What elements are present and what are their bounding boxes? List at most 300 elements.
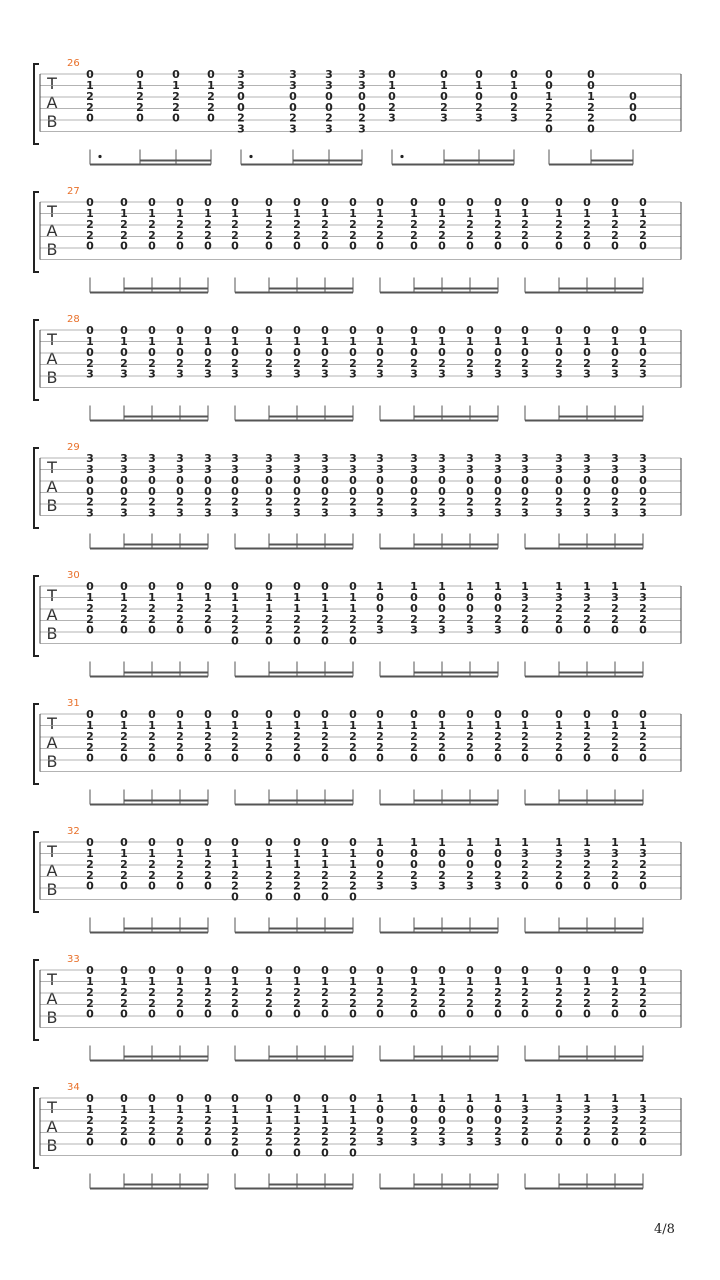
fret-number: 0 (466, 473, 474, 487)
fret-number: 1 (231, 974, 239, 988)
fret-number: 0 (120, 1135, 128, 1149)
fret-number: 0 (639, 964, 647, 977)
fret-number: 0 (293, 580, 301, 593)
fret-number: 1 (86, 974, 94, 988)
dot-marker (400, 155, 403, 158)
fret-number: 3 (410, 506, 418, 520)
fret-number: 0 (231, 484, 239, 498)
fret-number: 0 (321, 1092, 329, 1105)
fret-number: 0 (148, 1092, 156, 1105)
fret-number: 0 (466, 484, 474, 498)
fret-number: 2 (466, 495, 474, 509)
fret-number: 1 (583, 718, 591, 732)
fret-number: 2 (204, 217, 212, 231)
fret-number: 0 (555, 345, 563, 359)
fret-number: 1 (376, 334, 384, 348)
tab-clef-letter: A (46, 861, 58, 880)
fret-number: 2 (611, 985, 619, 999)
fret-number: 2 (293, 228, 301, 242)
fret-number: 2 (148, 996, 156, 1010)
fret-number: 0 (176, 1135, 184, 1149)
fret-number: 2 (611, 996, 619, 1010)
fret-number: 2 (265, 217, 273, 231)
fret-number: 2 (639, 228, 647, 242)
fret-number: 3 (611, 462, 619, 476)
fret-number: 2 (148, 985, 156, 999)
fret-number: 0 (148, 836, 156, 849)
fret-number: 3 (611, 1102, 619, 1116)
fret-number: 2 (494, 996, 502, 1010)
fret-number: 2 (639, 996, 647, 1010)
tab-clef-letter: A (46, 1117, 58, 1136)
fret-number: 0 (410, 857, 418, 871)
fret-number: 0 (86, 111, 94, 125)
fret-number: 0 (521, 1135, 529, 1149)
fret-number: 3 (376, 623, 384, 637)
fret-number: 2 (120, 857, 128, 871)
fret-number: 0 (410, 239, 418, 253)
fret-number: 0 (86, 879, 94, 893)
fret-number: 0 (293, 1007, 301, 1021)
fret-number: 3 (358, 68, 366, 81)
fret-number: 1 (204, 1102, 212, 1116)
fret-number: 1 (438, 206, 446, 220)
fret-number: 0 (120, 473, 128, 487)
fret-number: 2 (583, 356, 591, 370)
fret-number: 1 (148, 1102, 156, 1116)
fret-number: 2 (293, 1135, 301, 1149)
fret-number: 1 (120, 334, 128, 348)
fret-number: 3 (349, 367, 357, 381)
fret-number: 2 (86, 89, 94, 103)
fret-number: 0 (583, 751, 591, 765)
fret-number: 3 (583, 367, 591, 381)
fret-number: 0 (86, 239, 94, 253)
fret-number: 1 (521, 206, 529, 220)
fret-number: 0 (204, 623, 212, 637)
fret-number: 1 (349, 334, 357, 348)
tab-clef-letter: B (46, 752, 58, 771)
fret-number: 2 (438, 996, 446, 1010)
fret-number: 2 (293, 740, 301, 754)
fret-number: 2 (494, 740, 502, 754)
fret-number: 0 (410, 1102, 418, 1116)
fret-number: 2 (293, 868, 301, 882)
fret-number: 0 (349, 196, 357, 209)
fret-number: 0 (293, 324, 301, 337)
fret-number: 3 (410, 623, 418, 637)
fret-number: 3 (611, 590, 619, 604)
tab-staff (0, 314, 720, 424)
fret-number: 1 (611, 836, 619, 849)
fret-number: 2 (293, 495, 301, 509)
fret-number: 2 (265, 729, 273, 743)
fret-number: 1 (86, 1102, 94, 1116)
fret-number: 1 (494, 974, 502, 988)
fret-number: 2 (494, 356, 502, 370)
fret-number: 1 (494, 334, 502, 348)
fret-number: 2 (176, 857, 184, 871)
fret-number: 1 (120, 974, 128, 988)
fret-number: 1 (231, 718, 239, 732)
fret-number: 0 (521, 1007, 529, 1021)
fret-number: 0 (231, 345, 239, 359)
fret-number: 0 (466, 1007, 474, 1021)
fret-number: 2 (176, 996, 184, 1010)
fret-number: 0 (521, 708, 529, 721)
fret-number: 1 (388, 78, 396, 92)
fret-number: 2 (349, 217, 357, 231)
fret-number: 0 (120, 836, 128, 849)
fret-number: 0 (410, 345, 418, 359)
fret-number: 2 (204, 228, 212, 242)
fret-number: 1 (639, 836, 647, 849)
fret-number: 0 (376, 196, 384, 209)
fret-number: 0 (494, 601, 502, 615)
fret-number: 0 (136, 68, 144, 81)
fret-number: 2 (293, 729, 301, 743)
fret-number: 2 (583, 996, 591, 1010)
fret-number: 1 (376, 580, 384, 593)
fret-number: 2 (349, 228, 357, 242)
fret-number: 0 (148, 964, 156, 977)
fret-number: 2 (376, 996, 384, 1010)
tab-clef-letter: B (46, 1136, 58, 1155)
fret-number: 3 (293, 452, 301, 465)
tab-clef-letter: B (46, 112, 58, 131)
fret-number: 0 (583, 239, 591, 253)
fret-number: 1 (293, 1113, 301, 1127)
fret-number: 1 (611, 974, 619, 988)
fret-number: 0 (510, 89, 518, 103)
fret-number: 0 (438, 473, 446, 487)
dot-marker (249, 155, 252, 158)
fret-number: 1 (293, 206, 301, 220)
fret-number: 1 (321, 974, 329, 988)
fret-number: 0 (587, 122, 595, 136)
fret-number: 3 (583, 452, 591, 465)
fret-number: 3 (494, 1135, 502, 1149)
fret-number: 0 (639, 484, 647, 498)
tab-clef-letter: T (47, 330, 57, 349)
fret-number: 2 (494, 729, 502, 743)
fret-number: 0 (583, 623, 591, 637)
fret-number: 0 (321, 751, 329, 765)
measure-number: 28 (67, 314, 80, 325)
fret-number: 2 (120, 495, 128, 509)
fret-number: 0 (349, 1146, 357, 1160)
fret-number: 3 (388, 111, 396, 125)
fret-number: 3 (555, 452, 563, 465)
fret-number: 2 (521, 495, 529, 509)
fret-number: 2 (120, 217, 128, 231)
fret-number: 0 (86, 836, 94, 849)
fret-number: 1 (204, 206, 212, 220)
fret-number: 0 (410, 1007, 418, 1021)
fret-number: 0 (438, 751, 446, 765)
fret-number: 0 (176, 345, 184, 359)
fret-number: 0 (376, 964, 384, 977)
fret-number: 1 (265, 718, 273, 732)
fret-number: 0 (293, 634, 301, 648)
fret-number: 1 (204, 846, 212, 860)
fret-number: 0 (611, 964, 619, 977)
fret-number: 1 (231, 334, 239, 348)
fret-number: 2 (521, 228, 529, 242)
fret-number: 2 (440, 100, 448, 114)
fret-number: 3 (639, 462, 647, 476)
fret-number: 3 (204, 506, 212, 520)
fret-number: 2 (555, 217, 563, 231)
fret-number: 0 (148, 473, 156, 487)
fret-number: 0 (86, 580, 94, 593)
fret-number: 0 (466, 1102, 474, 1116)
fret-number: 3 (176, 506, 184, 520)
fret-number: 0 (521, 473, 529, 487)
fret-number: 2 (231, 868, 239, 882)
fret-number: 2 (555, 228, 563, 242)
tab-system (0, 442, 720, 552)
fret-number: 2 (120, 868, 128, 882)
fret-number: 0 (172, 111, 180, 125)
fret-number: 1 (349, 718, 357, 732)
fret-number: 1 (583, 334, 591, 348)
fret-number: 2 (265, 495, 273, 509)
fret-number: 0 (438, 1007, 446, 1021)
fret-number: 0 (120, 1007, 128, 1021)
fret-number: 2 (611, 217, 619, 231)
fret-number: 1 (521, 974, 529, 988)
fret-number: 2 (639, 985, 647, 999)
fret-number: 1 (231, 590, 239, 604)
fret-number: 3 (494, 879, 502, 893)
fret-number: 0 (466, 196, 474, 209)
fret-number: 2 (466, 217, 474, 231)
fret-number: 2 (639, 1124, 647, 1138)
fret-number: 0 (410, 708, 418, 721)
fret-number: 0 (265, 1007, 273, 1021)
fret-number: 0 (321, 196, 329, 209)
fret-number: 2 (521, 868, 529, 882)
fret-number: 0 (293, 239, 301, 253)
fret-number: 0 (204, 196, 212, 209)
fret-number: 2 (321, 356, 329, 370)
fret-number: 2 (611, 740, 619, 754)
fret-number: 2 (176, 868, 184, 882)
fret-number: 0 (120, 708, 128, 721)
fret-number: 1 (231, 1102, 239, 1116)
fret-number: 2 (410, 985, 418, 999)
fret-number: 0 (611, 751, 619, 765)
fret-number: 2 (583, 1124, 591, 1138)
fret-number: 2 (583, 601, 591, 615)
fret-number: 2 (438, 729, 446, 743)
fret-number: 0 (204, 484, 212, 498)
fret-number: 0 (321, 1146, 329, 1160)
fret-number: 2 (293, 879, 301, 893)
fret-number: 3 (237, 122, 245, 136)
fret-number: 2 (231, 612, 239, 626)
fret-number: 0 (466, 846, 474, 860)
fret-number: 2 (555, 356, 563, 370)
fret-number: 2 (587, 111, 595, 125)
fret-number: 0 (438, 1102, 446, 1116)
fret-number: 2 (265, 879, 273, 893)
fret-number: 0 (410, 196, 418, 209)
fret-number: 2 (265, 228, 273, 242)
fret-number: 0 (475, 68, 483, 81)
fret-number: 0 (176, 473, 184, 487)
fret-number: 2 (376, 217, 384, 231)
fret-number: 0 (349, 751, 357, 765)
fret-number: 2 (583, 217, 591, 231)
fret-number: 0 (410, 964, 418, 977)
fret-number: 2 (86, 601, 94, 615)
fret-number: 2 (231, 996, 239, 1010)
fret-number: 0 (204, 1092, 212, 1105)
fret-number: 3 (438, 462, 446, 476)
fret-number: 0 (466, 964, 474, 977)
fret-number: 1 (148, 590, 156, 604)
fret-number: 0 (494, 473, 502, 487)
fret-number: 2 (545, 100, 553, 114)
fret-number: 3 (494, 462, 502, 476)
fret-number: 0 (86, 1092, 94, 1105)
fret-number: 3 (510, 111, 518, 125)
fret-number: 2 (231, 228, 239, 242)
fret-number: 0 (231, 751, 239, 765)
fret-number: 0 (639, 879, 647, 893)
fret-number: 2 (494, 495, 502, 509)
fret-number: 2 (148, 1113, 156, 1127)
fret-number: 2 (321, 879, 329, 893)
fret-number: 2 (521, 729, 529, 743)
tab-clef-letter: T (47, 202, 57, 221)
fret-number: 1 (410, 718, 418, 732)
tab-clef-letter: T (47, 714, 57, 733)
fret-number: 0 (293, 484, 301, 498)
fret-number: 3 (555, 367, 563, 381)
fret-number: 2 (494, 612, 502, 626)
fret-number: 2 (120, 1124, 128, 1138)
fret-number: 2 (545, 111, 553, 125)
fret-number: 0 (410, 473, 418, 487)
fret-number: 0 (494, 484, 502, 498)
fret-number: 0 (293, 708, 301, 721)
fret-number: 2 (583, 740, 591, 754)
fret-number: 2 (204, 1113, 212, 1127)
fret-number: 2 (349, 495, 357, 509)
fret-number: 1 (466, 836, 474, 849)
fret-number: 1 (120, 846, 128, 860)
fret-number: 3 (204, 462, 212, 476)
fret-number: 3 (148, 452, 156, 465)
tab-clef-letter: A (46, 477, 58, 496)
fret-number: 3 (521, 846, 529, 860)
fret-number: 3 (376, 462, 384, 476)
fret-number: 0 (349, 1092, 357, 1105)
tab-staff (0, 826, 720, 936)
tab-clef-letter: A (46, 989, 58, 1008)
fret-number: 0 (629, 100, 637, 114)
fret-number: 0 (555, 1007, 563, 1021)
fret-number: 1 (611, 206, 619, 220)
fret-number: 0 (521, 345, 529, 359)
fret-number: 2 (148, 1124, 156, 1138)
fret-number: 2 (265, 996, 273, 1010)
fret-number: 2 (376, 729, 384, 743)
fret-number: 0 (231, 836, 239, 849)
fret-number: 2 (349, 623, 357, 637)
fret-number: 2 (521, 996, 529, 1010)
fret-number: 3 (321, 506, 329, 520)
fret-number: 3 (410, 462, 418, 476)
fret-number: 0 (321, 484, 329, 498)
fret-number: 2 (438, 985, 446, 999)
fret-number: 0 (231, 708, 239, 721)
fret-number: 2 (494, 217, 502, 231)
fret-number: 0 (321, 964, 329, 977)
fret-number: 2 (466, 1124, 474, 1138)
fret-number: 0 (120, 623, 128, 637)
fret-number: 2 (265, 1124, 273, 1138)
fret-number: 1 (440, 78, 448, 92)
fret-number: 2 (583, 228, 591, 242)
fret-number: 0 (555, 484, 563, 498)
fret-number: 0 (410, 484, 418, 498)
fret-number: 2 (231, 217, 239, 231)
fret-number: 1 (321, 718, 329, 732)
fret-number: 0 (265, 345, 273, 359)
fret-number: 1 (176, 846, 184, 860)
fret-number: 2 (120, 729, 128, 743)
fret-number: 1 (466, 1092, 474, 1105)
fret-number: 0 (204, 239, 212, 253)
fret-number: 0 (494, 708, 502, 721)
fret-number: 2 (349, 879, 357, 893)
fret-number: 1 (583, 580, 591, 593)
tab-staff (0, 1082, 720, 1192)
fret-number: 0 (148, 580, 156, 593)
fret-number: 0 (410, 751, 418, 765)
fret-number: 2 (231, 879, 239, 893)
fret-number: 0 (120, 239, 128, 253)
fret-number: 2 (321, 623, 329, 637)
fret-number: 1 (611, 334, 619, 348)
fret-number: 2 (148, 612, 156, 626)
fret-number: 2 (494, 1124, 502, 1138)
fret-number: 0 (289, 100, 297, 114)
fret-number: 1 (349, 1113, 357, 1127)
fret-number: 0 (583, 708, 591, 721)
fret-number: 1 (494, 580, 502, 593)
fret-number: 1 (293, 1102, 301, 1116)
fret-number: 2 (521, 1113, 529, 1127)
fret-number: 1 (438, 334, 446, 348)
fret-number: 2 (410, 729, 418, 743)
fret-number: 2 (207, 100, 215, 114)
fret-number: 0 (176, 879, 184, 893)
measure-number: 31 (67, 698, 80, 709)
fret-number: 2 (611, 495, 619, 509)
fret-number: 0 (583, 1007, 591, 1021)
fret-number: 0 (204, 1135, 212, 1149)
fret-number: 0 (494, 1007, 502, 1021)
fret-number: 1 (293, 857, 301, 871)
fret-number: 3 (521, 452, 529, 465)
fret-number: 1 (611, 580, 619, 593)
fret-number: 1 (349, 601, 357, 615)
